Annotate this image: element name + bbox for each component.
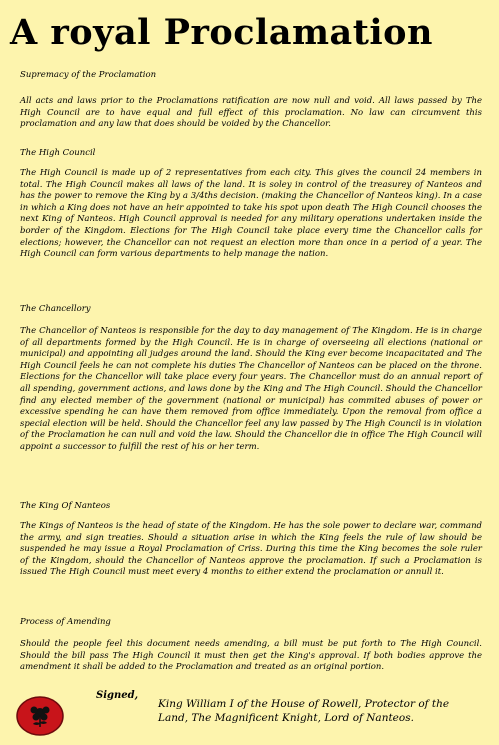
- signed-label: Signed,: [96, 690, 139, 701]
- signature-block: [158, 697, 478, 725]
- section-heading-amending: Process of Amending: [20, 617, 111, 627]
- page-title: A royal Proclamation: [10, 12, 433, 53]
- section-heading-king: The King Of Nanteos: [20, 501, 111, 511]
- section-heading-high-council: The High Council: [20, 148, 96, 158]
- section-heading-chancellory: The Chancellory: [20, 304, 91, 314]
- signature-line-2: Land, The Magnificent Knight, Lord of Nanteos.: [158, 712, 414, 724]
- section-body-supremacy: All acts and laws prior to the Proclamations ratification are now null and void. All laws passed by The High Council are to have equal and full effect of this proclamation. No law can circumvent this proclamation and any law that does should be voided by the Chancellor.: [20, 96, 482, 130]
- section-body-chancellory: The Chancellor of Nanteos is responsible for the day to day management of The Kingdom. He is in charge of all departments formed by the High Council. He is in charge of overseeing all elections (national or municipal) and appointing all judges around the land. Should the King ever become incapacitated and The High Council feels he can not complete his duties The Chancellor of Nanteos can be placed on the throne. Elections for the Chancellor will take place every four years. The Chancellor must do an annual report of all spending, government actions, and laws done by the King and The High Council. Should the Chancellor find any elected member of the government (national or municipal) has commited abuses of power or excessive spending he can have them removed from office immediately. Upon the removal from office a special election will be held. Should the Chancellor feel any law passed by The High Council is in violation of the Proclamation he can null and void the law. Should the Chancellor die in office The High Council will appoint a successor to fulfill the rest of his or her term.: [20, 326, 482, 452]
- section-heading-supremacy: Supremacy of the Proclamation: [20, 70, 157, 80]
- section-body-high-council: The High Council is made up of 2 representatives from each city. This gives the council 24 members in total. The High Council makes all laws of the land. It is soley in control of the treasurey of Nanteos and has the power to remove the King by a 3/4ths decision. (making the Chancellor of Nanteos king). In a case in which a King does not have an heir appointed to take his spot upon death The High Council chooses the next King of Nanteos. High Council approval is needed for any military operations undertaken inside the border of the Kingdom. Elections for The High Council take place every time the Chancellor calls for elections; however, the Chancellor can not request an election more than once in a period of a year. The High Council can form various departments to help manage the nation.: [20, 168, 482, 260]
- rose-seal-icon: [16, 696, 64, 736]
- section-body-amending: Should the people feel this document needs amending, a bill must be put forth to The High Council. Should the bill pass The High Council it must then get the King's approval. If both bodies approve the amendment it shall be added to the Proclamation and treated as an original portion.: [20, 639, 482, 673]
- signature-line-1: King William I of the House of Rowell, Protector of the: [158, 698, 450, 710]
- section-body-king: The Kings of Nanteos is the head of state of the Kingdom. He has the sole power to declare war, command the army, and sign treaties. Should a situation arise in which the King feels the rule of law should be suspended he may issue a Royal Proclamation of Criss. During this time the King becomes the sole ruler of the Kingdom, should the Chancellor of Nanteos approve the proclamation. If such a Proclamation is issued The High Council must meet every 4 months to either extend the proclamation or annull it.: [20, 521, 482, 578]
